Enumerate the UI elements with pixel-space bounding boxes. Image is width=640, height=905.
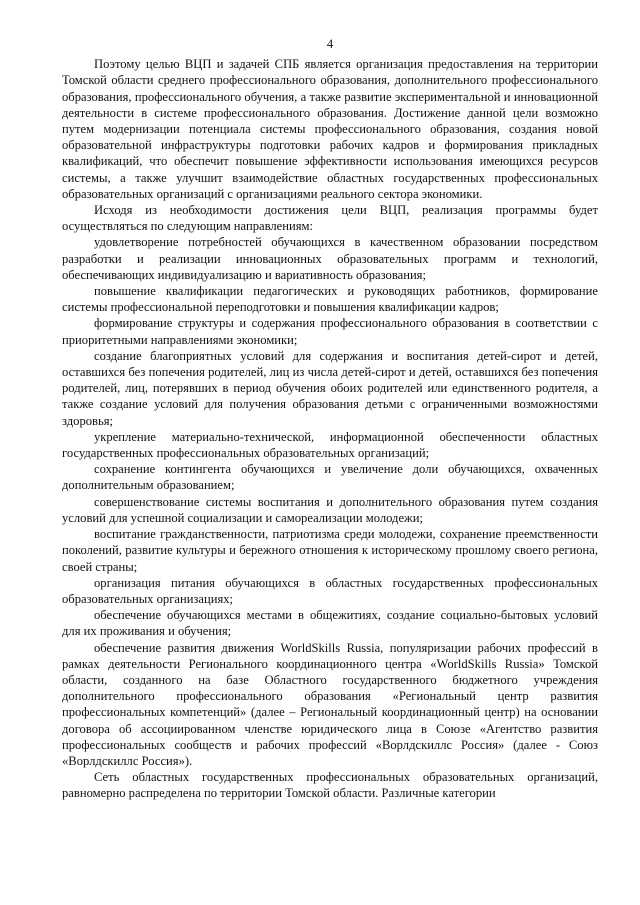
list-item: удовлетворение потребностей обучающихся в качественном образовании посредством разработки и реализации инновационных образовательных программ и технологий, обеспечивающих индивидуализацию и вариативность образования; (62, 235, 598, 282)
list-item: формирование структуры и содержания профессионального образования в соответствии с приоритетными направлениями экономики; (62, 316, 598, 347)
page-number: 4 (326, 37, 334, 51)
paragraph-network: Сеть областных государственных профессиональных образовательных организаций, равномерно распределена по территории Томской области. Различные категории (62, 770, 598, 801)
list-item: совершенствование системы воспитания и дополнительного образования путем создания условий для успешной социализации и самореализации молодежи; (62, 494, 598, 525)
list-item: создание благоприятных условий для содержания и воспитания детей-сирот и детей, оставшихся без попечения родителей, лиц из числа детей-сирот и детей, оставшихся без попечения родителей, лиц, потерявших в период обучения обоих родителей или единственного родителя, а также создание условий для получения образования детьми с ограниченными возможностями здоровья; (62, 348, 598, 428)
paragraph-goal: Поэтому целью ВЦП и задачей СПБ является организация предоставления на территории Томской области среднего профессионального образования, дополнительного профессионального образования, профессионального обучения, а также развитие экспериментальной и инновационной деятельности в системе профессионального образования. Достижение данной цели возможно путем модернизации потенциала системы профессионального образования, создания новой образовательной инфраструктуры подготовки рабочих кадров и формирования прикладных квалификаций, что обеспечит повышение эффективности использования имеющихся ресурсов системы, а также улучшит взаимодействие областных государственных профессиональных образовательных организаций с организациями реального сектора экономики. (62, 57, 598, 201)
list-item: сохранение контингента обучающихся и увеличение доли обучающихся, охваченных дополнительным образованием; (62, 462, 598, 493)
list-item: укрепление материально-технической, информационной обеспеченности областных государственных профессиональных образовательных организаций; (62, 429, 598, 461)
list-item: обеспечение развития движения WorldSkills Russia, популяризации рабочих профессий в рамках деятельности Регионального координационного центра «WorldSkills Russia» Томской области, созданного на базе Областного государственного бюджетного учреждения дополнительного профессионального образования «Региональный центр развития профессиональных компетенций» (далее – Региональный координационный центр) на основании договора об ассоциированном членстве юридического лица в Союзе «Агентство развития профессиональных сообществ и рабочих профессий «Ворлдскиллс Россия» (далее - Союз «Ворлдскиллс Россия»). (62, 640, 598, 768)
paragraph-directions-intro: Исходя из необходимости достижения цели ВЦП, реализация программы будет осуществляться по следующим направлениям: (62, 203, 598, 234)
list-item: повышение квалификации педагогических и руководящих работников, формирование системы профессиональной переподготовки и повышения квалификации кадров; (62, 284, 598, 315)
list-item: обеспечение обучающихся местами в общежитиях, создание социально-бытовых условий для их проживания и обучения; (62, 608, 598, 639)
list-item: организация питания обучающихся в областных государственных профессиональных образовательных организациях; (62, 575, 598, 606)
document-page (62, 0, 598, 802)
list-item: воспитание гражданственности, патриотизма среди молодежи, сохранение преемственности поколений, развитие культуры и бережного отношения к историческому прошлому своего региона, своей страны; (62, 527, 598, 574)
